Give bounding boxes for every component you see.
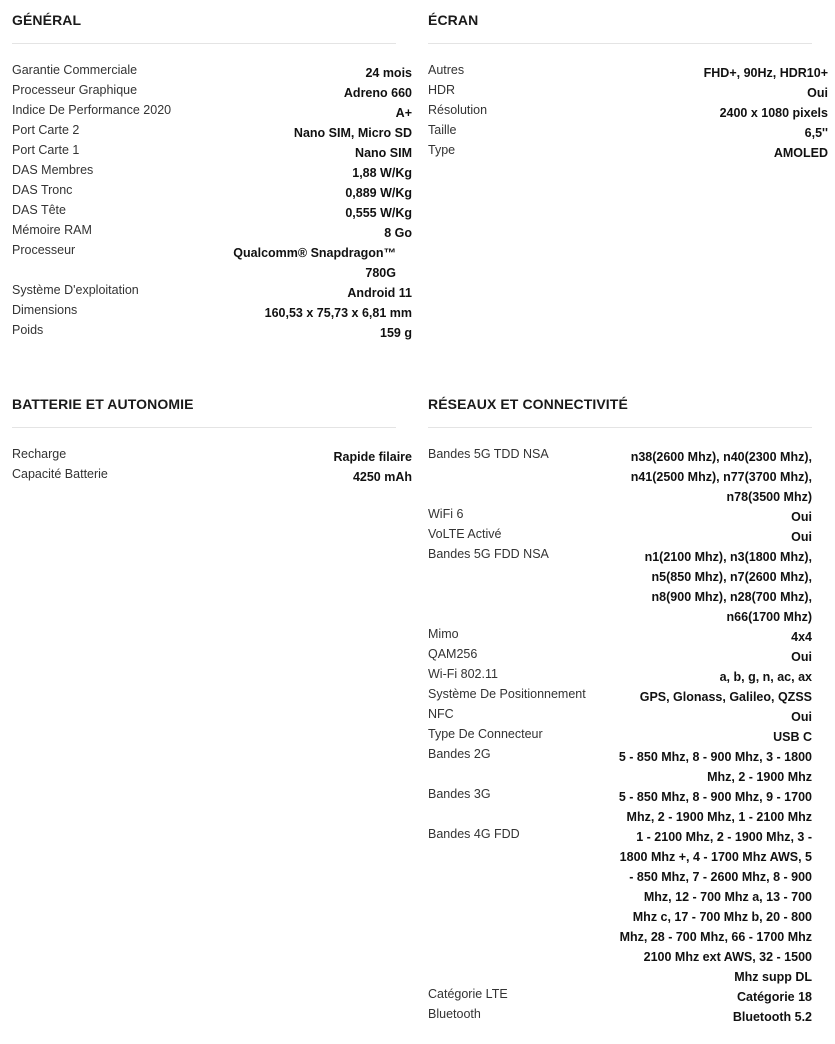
spec-row xyxy=(428,747,812,787)
spec-row xyxy=(12,323,412,343)
spec-value: 5 - 850 Mhz, 8 - 900 Mhz, 9 - 1700 Mhz, 2 - 1900 Mhz, 1 - 2100 Mhz xyxy=(618,790,812,824)
spec-value: n38(2600 Mhz), n40(2300 Mhz), n41(2500 Mhz), n77(3700 Mhz), n78(3500 Mhz) xyxy=(630,450,812,504)
spec-value: a, b, g, n, ac, ax xyxy=(719,670,812,684)
spec-label: Bandes 5G FDD NSA xyxy=(428,547,549,561)
spec-value: Oui xyxy=(791,510,812,524)
section-divider xyxy=(12,43,396,44)
spec-value: 2400 x 1080 pixels xyxy=(719,106,828,120)
section-batterie xyxy=(12,394,412,487)
spec-label: Bandes 5G TDD NSA xyxy=(428,447,549,461)
spec-value: 5 - 850 Mhz, 8 - 900 Mhz, 3 - 1800 Mhz, 2 - 1900 Mhz xyxy=(618,750,812,784)
spec-value: 6,5'' xyxy=(804,126,828,140)
spec-label: VoLTE Activé xyxy=(428,527,502,541)
spec-value: USB C xyxy=(773,730,812,744)
spec-label: Bandes 2G xyxy=(428,747,491,761)
spec-label: Système De Positionnement xyxy=(428,687,586,701)
section-title: ÉCRAN xyxy=(428,12,479,28)
spec-value: 4250 mAh xyxy=(352,470,412,484)
spec-label: Processeur xyxy=(12,243,76,257)
spec-value: Oui xyxy=(791,710,812,724)
spec-label: Capacité Batterie xyxy=(12,467,108,481)
spec-label: DAS Tête xyxy=(12,203,66,217)
spec-value: Adreno 660 xyxy=(343,86,412,100)
spec-row xyxy=(428,827,812,987)
spec-row xyxy=(12,243,396,283)
spec-value: 8 Go xyxy=(384,226,412,240)
spec-value: Bluetooth 5.2 xyxy=(732,1010,812,1024)
spec-value: Nano SIM, Micro SD xyxy=(293,126,412,140)
spec-label: NFC xyxy=(428,707,454,721)
spec-label: DAS Membres xyxy=(12,163,94,177)
spec-label: Bandes 4G FDD xyxy=(428,827,520,841)
spec-label: HDR xyxy=(428,83,456,97)
spec-value: 4x4 xyxy=(791,630,812,644)
spec-row xyxy=(428,447,812,507)
spec-row xyxy=(428,143,828,163)
spec-value: 1,88 W/Kg xyxy=(352,166,412,180)
spec-label: Indice De Performance 2020 xyxy=(12,103,172,117)
spec-label: Mimo xyxy=(428,627,459,641)
spec-value: Catégorie 18 xyxy=(736,990,812,1004)
section-general xyxy=(12,10,412,343)
spec-label: Dimensions xyxy=(12,303,78,317)
section-divider xyxy=(428,43,812,44)
spec-label: WiFi 6 xyxy=(428,507,464,521)
spec-value: n1(2100 Mhz), n3(1800 Mhz), n5(850 Mhz), n7(2600 Mhz), n8(900 Mhz), n28(700 Mhz), n66(1700 Mhz) xyxy=(644,550,812,624)
spec-label: Poids xyxy=(12,323,44,337)
spec-row xyxy=(428,787,812,827)
spec-value: Oui xyxy=(791,530,812,544)
spec-value: 0,889 W/Kg xyxy=(345,186,412,200)
spec-value: 159 g xyxy=(380,326,412,340)
spec-label: Autres xyxy=(428,63,465,77)
spec-value: FHD+, 90Hz, HDR10+ xyxy=(703,66,828,80)
spec-value: AMOLED xyxy=(773,146,828,160)
spec-label: Taille xyxy=(428,123,457,137)
spec-label: Bandes 3G xyxy=(428,787,491,801)
spec-label: Type De Connecteur xyxy=(428,727,543,741)
spec-value: 1 - 2100 Mhz, 2 - 1900 Mhz, 3 - 1800 Mhz +, 4 - 1700 Mhz AWS, 5 - 850 Mhz, 7 - 2600 Mhz, 8 - 900 Mhz, 12 - 700 Mhz a, 13 - 700 Mhz c, 17 - 700 Mhz b, 20 - 800 Mhz, 28 - 700 Mhz, 66 - 1700 Mhz 2100 Mhz ext AWS, 32 - 1500 Mhz supp DL xyxy=(619,830,812,984)
spec-value: Oui xyxy=(791,650,812,664)
spec-value: 0,555 W/Kg xyxy=(345,206,412,220)
spec-value: Qualcomm® Snapdragon™ 780G xyxy=(233,246,396,280)
spec-row xyxy=(428,1007,812,1027)
spec-label: Processeur Graphique xyxy=(12,83,138,97)
spec-label: Port Carte 1 xyxy=(12,143,80,157)
spec-label: Wi-Fi 802.11 xyxy=(428,667,498,681)
spec-value: 24 mois xyxy=(365,66,412,80)
spec-label: Catégorie LTE xyxy=(428,987,508,1001)
spec-row xyxy=(428,547,812,627)
spec-label: Bluetooth xyxy=(428,1007,481,1021)
spec-value: 160,53 x 75,73 x 6,81 mm xyxy=(264,306,412,320)
spec-value: Android 11 xyxy=(347,286,412,300)
spec-value: Rapide filaire xyxy=(333,450,412,464)
spec-label: DAS Tronc xyxy=(12,183,73,197)
spec-label: Type xyxy=(428,143,456,157)
spec-value: Nano SIM xyxy=(355,146,412,160)
spec-label: Système D'exploitation xyxy=(12,283,139,297)
spec-row xyxy=(12,467,412,487)
spec-label: Recharge xyxy=(12,447,67,461)
spec-label: QAM256 xyxy=(428,647,478,661)
spec-value: GPS, Glonass, Galileo, QZSS xyxy=(639,690,812,704)
section-title: BATTERIE ET AUTONOMIE xyxy=(12,396,194,412)
spec-value: Oui xyxy=(807,86,828,100)
section-reseaux xyxy=(428,394,812,1027)
spec-label: Garantie Commerciale xyxy=(12,63,138,77)
spec-label: Mémoire RAM xyxy=(12,223,92,237)
section-divider xyxy=(12,427,396,428)
section-divider xyxy=(428,427,812,428)
spec-label: Résolution xyxy=(428,103,488,117)
section-title: RÉSEAUX ET CONNECTIVITÉ xyxy=(428,396,628,412)
spec-label: Port Carte 2 xyxy=(12,123,80,137)
spec-value: A+ xyxy=(395,106,412,120)
section-title: GÉNÉRAL xyxy=(12,12,82,28)
section-ecran xyxy=(428,10,828,163)
